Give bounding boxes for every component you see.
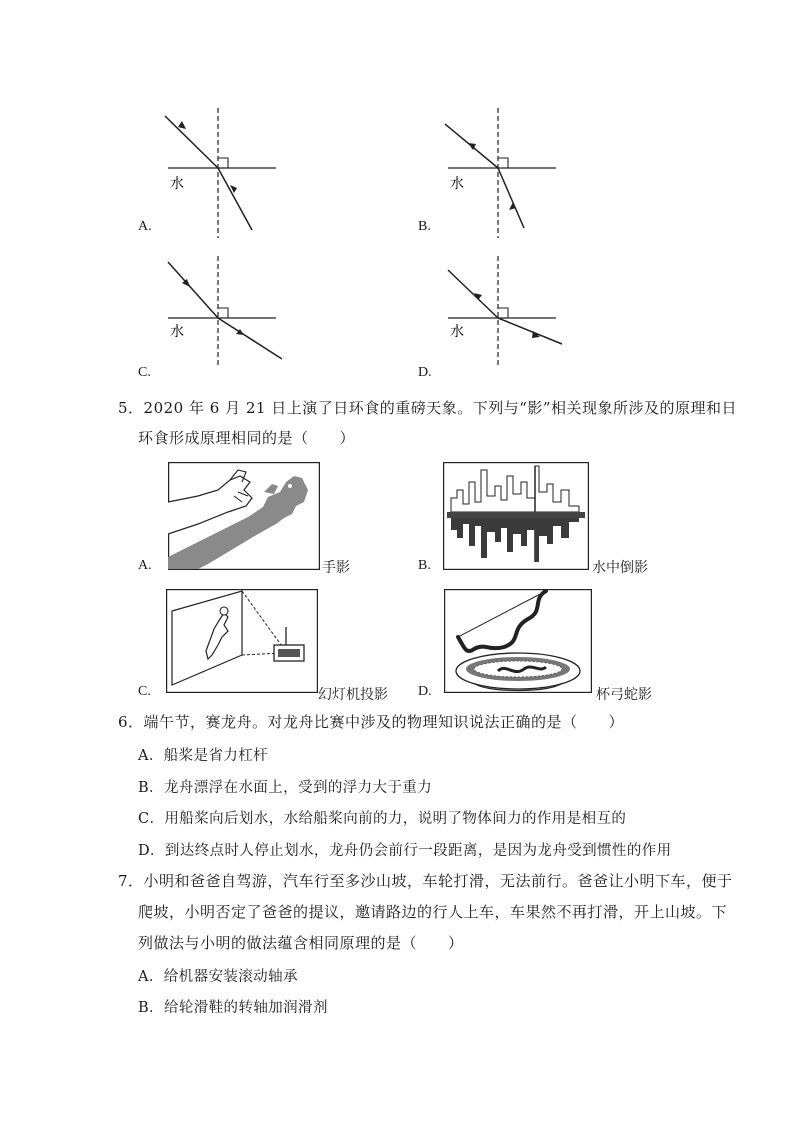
q6-choice-b: B．龙舟漂浮在水面上，受到的浮力大于重力 (138, 780, 433, 796)
hand-shadow-picture (168, 462, 320, 570)
q5-option-a-letter: A. (138, 558, 152, 573)
q7-stem-line2: 爬坡，小明否定了爸爸的提议，邀请路边的行人上车，车果然不再打滑，开上山坡。下 (138, 903, 728, 921)
q5-option-d-letter: D. (418, 684, 432, 699)
q4-diagram-c (160, 256, 310, 366)
bow-in-cup-picture (444, 589, 592, 693)
water-label: 水 (170, 324, 184, 340)
water-label: 水 (450, 324, 464, 340)
q4-diagram-d (440, 256, 590, 366)
q7-choice-b: B．给轮滑鞋的转轴加润滑剂 (138, 1000, 328, 1016)
q5-stem-line1: 5．2020 年 6 月 21 日上演了日环食的重磅天象。下列与“影”相关现象所涉及的原理和日 (118, 399, 738, 417)
q5-option-b-letter: B. (418, 558, 431, 573)
q5-stem-line2: 环食形成原理相同的是（ ） (138, 429, 356, 447)
water-label: 水 (450, 176, 464, 192)
q6-choice-a: A．船桨是省力杠杆 (138, 748, 269, 764)
water-reflection-picture (443, 462, 589, 570)
q5-option-c-letter: C. (138, 684, 151, 699)
q7-stem-line3: 列做法与小明的做法蕴含相同原理的是（ ） (138, 934, 464, 952)
q4-diagram-b (440, 108, 590, 238)
slide-projector-picture (166, 589, 318, 693)
q6-choice-d: D．到达终点时人停止划水，龙舟仍会前行一段距离，是因为龙舟受到惯性的作用 (138, 843, 672, 859)
q4-diagram-a (160, 108, 310, 238)
q4-option-b-letter: B. (418, 219, 431, 234)
water-label: 水 (170, 176, 184, 192)
q7-stem-line1: 7．小明和爸爸自驾游，汽车行至多沙山坡，车轮打滑，无法前行。爸爸让小明下车，便于 (118, 872, 733, 890)
q6-choice-c: C．用船桨向后划水，水给船桨向前的力，说明了物体间力的作用是相互的 (138, 811, 627, 827)
q7-choice-a: A．给机器安装滚动轴承 (138, 969, 298, 985)
q5-option-d-caption: 杯弓蛇影 (596, 687, 652, 703)
q5-option-b-caption: 水中倒影 (592, 560, 648, 576)
q4-option-c-letter: C. (138, 365, 151, 380)
q6-stem: 6．端午节，赛龙舟。对龙舟比赛中涉及的物理知识说法正确的是（ ） (118, 713, 625, 731)
q5-option-a-caption: 手影 (322, 560, 350, 576)
q5-option-c-caption: 幻灯机投影 (318, 687, 388, 703)
q4-option-a-letter: A. (138, 219, 152, 234)
q4-option-d-letter: D. (418, 365, 432, 380)
